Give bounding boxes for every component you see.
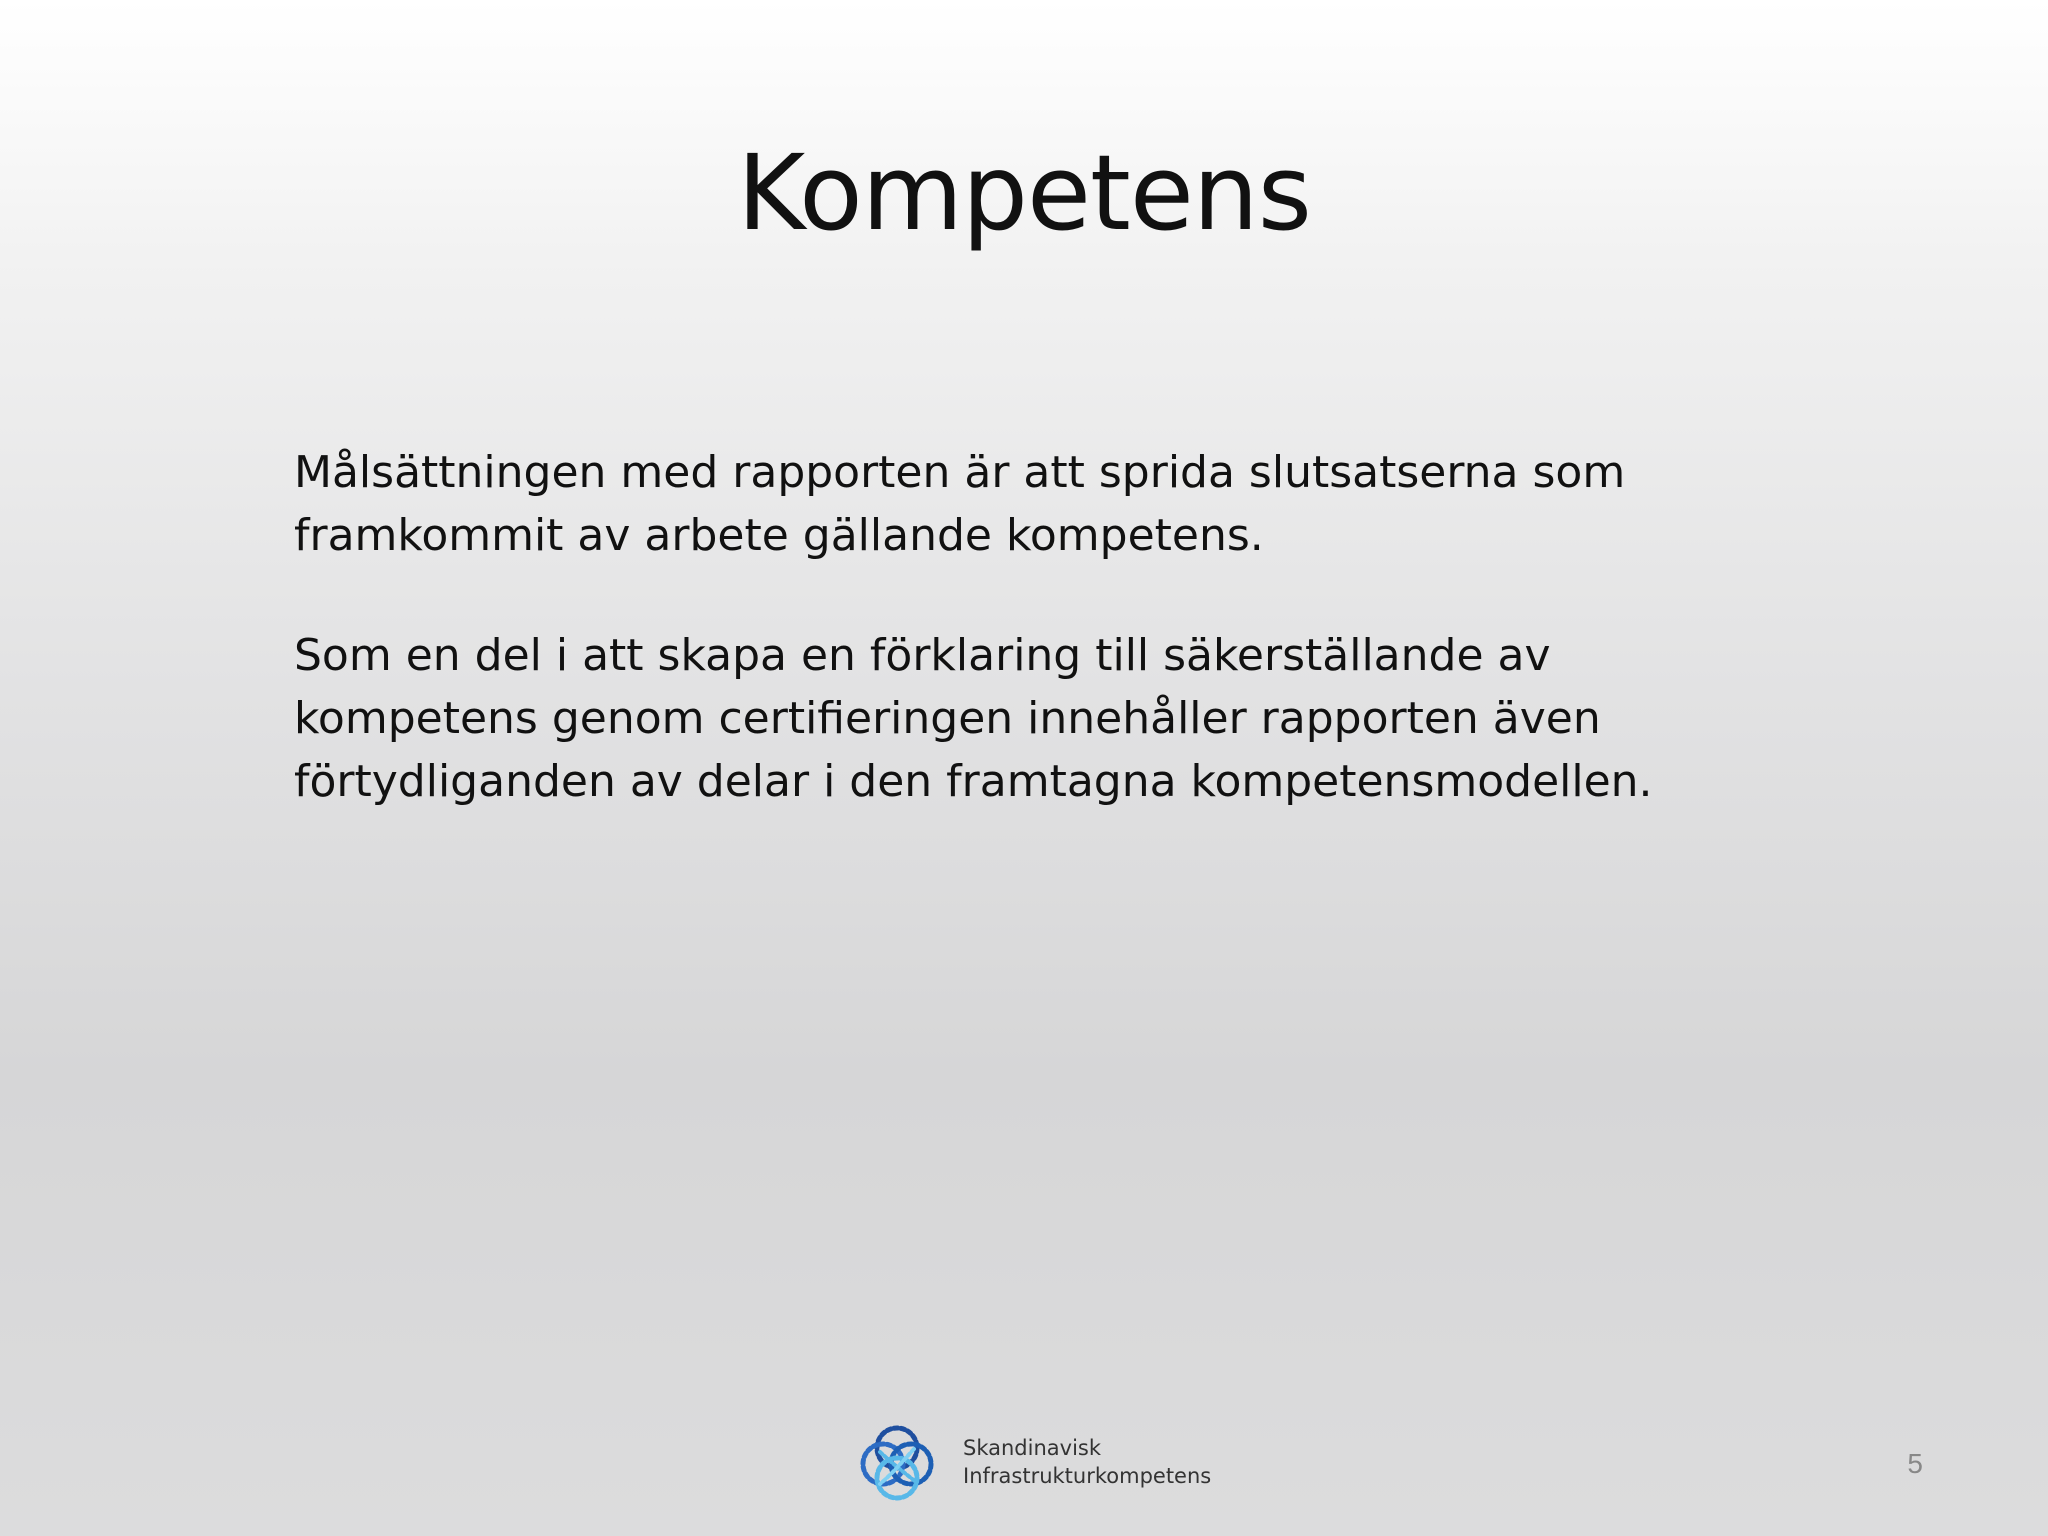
organization-name-line-2: Infrastrukturkompetens — [963, 1464, 1212, 1488]
organization-name-line-1: Skandinavisk — [963, 1436, 1102, 1460]
slide-body — [294, 441, 1754, 813]
page-number: 5 — [1907, 1448, 1923, 1479]
organization-name — [963, 1434, 1211, 1490]
slide-title: Kompetens — [737, 132, 1311, 254]
interlocking-circles-logo-icon — [853, 1418, 941, 1506]
body-paragraph-1: Målsättningen med rapporten är att sprida slutsatserna som framkommit av arbete gällande kompetens. — [294, 447, 1626, 561]
footer-logo — [853, 1418, 1211, 1506]
body-paragraph-2: Som en del i att skapa en förklaring till säkerställande av kompetens genom certifieringen innehåller rapporten även förtydliganden av delar i den framtagna kompetensmodellen. — [294, 630, 1653, 807]
